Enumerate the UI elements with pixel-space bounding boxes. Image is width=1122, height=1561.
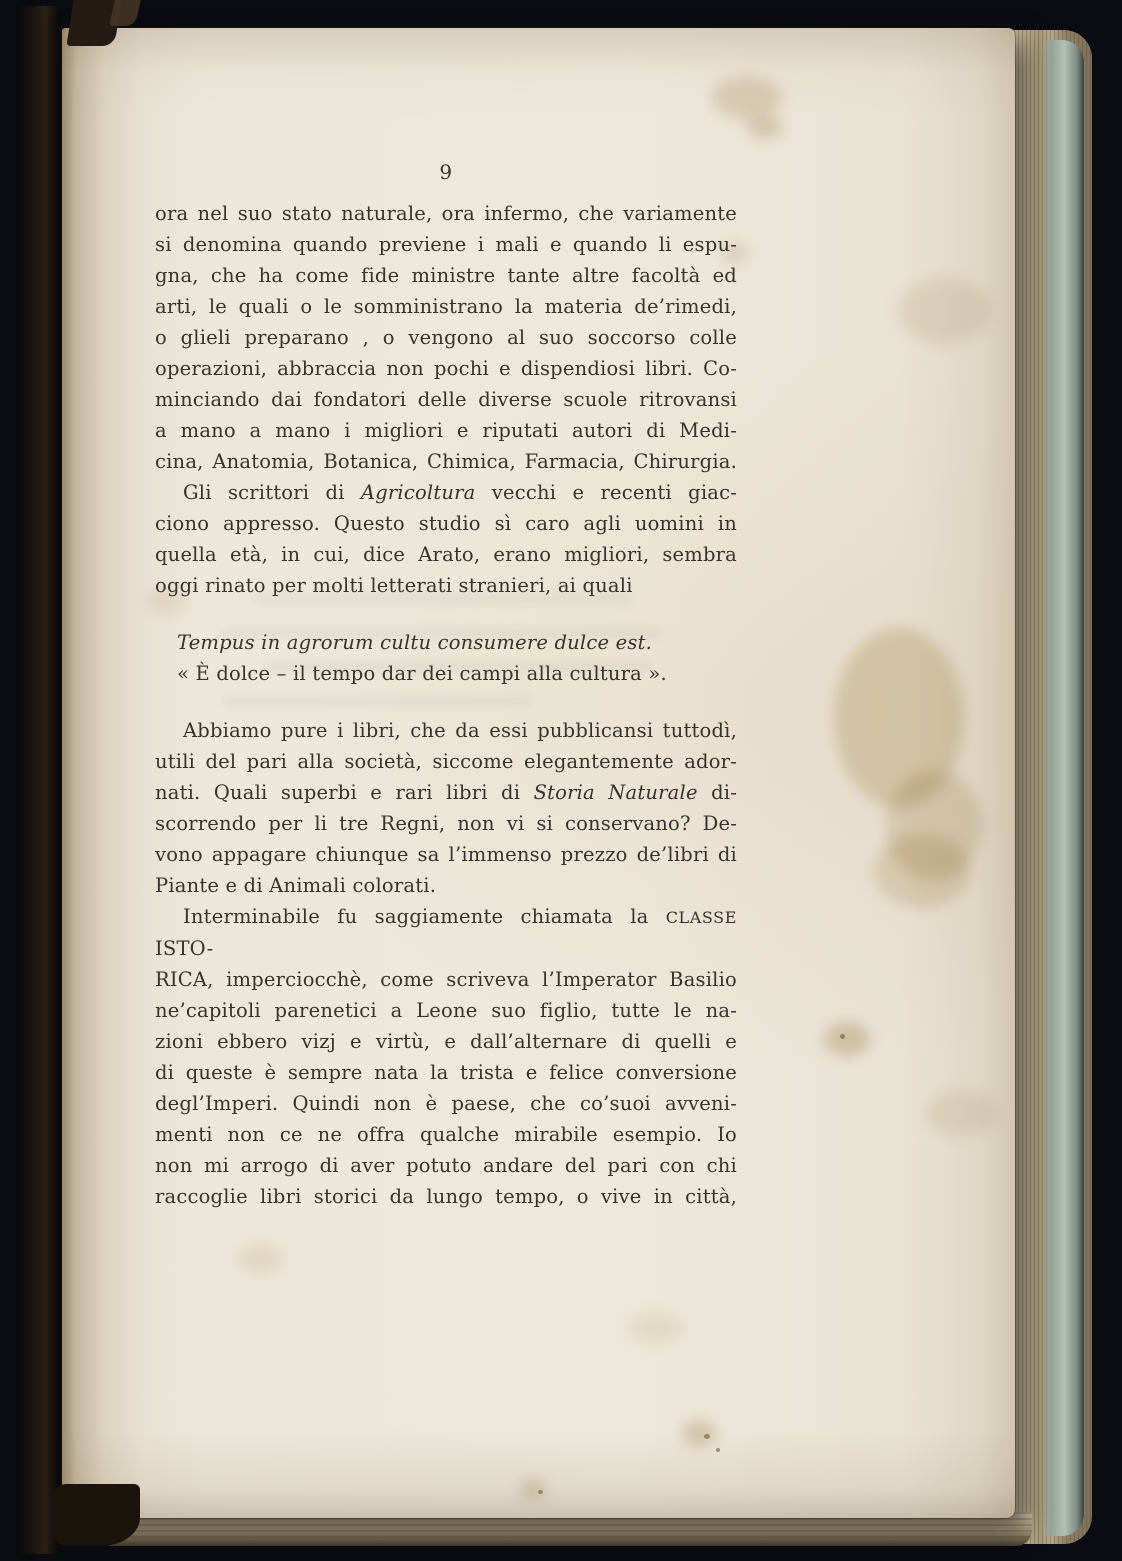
- book-spine: [16, 6, 58, 1554]
- smallcaps-text: CLASSE: [665, 908, 737, 927]
- text-line: raccoglie libri storici da lungo tempo, o vive in città,: [155, 1185, 737, 1208]
- ink-speck: [716, 1448, 720, 1452]
- text-segment: nati. Quali superbi e rari libri di: [155, 781, 534, 804]
- text-line: RICA, imperciocchè, come scriveva l’Imperator Basilio: [155, 968, 737, 991]
- paragraph: [155, 901, 737, 1212]
- text-line: oggi rinato per molti letterati stranieri, ai quali: [155, 574, 633, 597]
- binding-corner-top-small: [109, 0, 141, 26]
- spacer: [155, 601, 737, 627]
- text-line: scorrendo per li tre Regni, non vi si conservano? De-: [155, 812, 737, 835]
- text-line: o glieli preparano , o vengono al suo soccorso colle: [155, 326, 737, 349]
- book-page: [62, 28, 1015, 1518]
- foxing-stain: [628, 1312, 684, 1344]
- text-line: vono appagare chiunque sa l’immenso prezzo de’libri di: [155, 843, 737, 866]
- binding-corner-bottom: [54, 1484, 140, 1546]
- ink-speck: [840, 1034, 845, 1039]
- text-line: operazioni, abbraccia non pochi e dispendiosi libri. Co-: [155, 357, 737, 380]
- text-line: arti, le quali o le somministrano la materia de’rimedi,: [155, 295, 737, 318]
- page-number: 9: [439, 160, 453, 184]
- text-line: ciono appresso. Questo studio sì caro agli uomini in: [155, 512, 737, 535]
- text-line: [155, 777, 737, 808]
- paragraph: [155, 477, 737, 601]
- text-segment: di-: [697, 781, 737, 804]
- text-line: utili del pari alla società, siccome elegantemente ador-: [155, 750, 737, 773]
- text-line: gna, che ha come fide ministre tante altre facoltà ed: [155, 264, 737, 287]
- text-line: a mano a mano i migliori e riputati autori di Medi-: [155, 419, 737, 442]
- italic-text: Agricoltura: [360, 481, 476, 504]
- italic-text: Storia Naturale: [533, 781, 698, 804]
- foxing-stain: [520, 1480, 546, 1498]
- text-segment: vecchi e recenti giac-: [475, 481, 737, 504]
- foxing-stain: [238, 1244, 284, 1274]
- verse-translation-line: « È dolce – il tempo dar dei campi alla cultura ».: [177, 662, 667, 685]
- foxing-stain: [926, 1090, 996, 1136]
- text-line: Piante e di Animali colorati.: [155, 874, 437, 897]
- text-line: Abbiamo pure i libri, che da essi pubblicansi tuttodì,: [183, 719, 737, 742]
- foxing-stain: [722, 244, 748, 262]
- text-line: degl’Imperi. Quindi non è paese, che co’suoi avveni-: [155, 1092, 737, 1115]
- text-segment: Gli scrittori di: [183, 481, 361, 504]
- text-line: ora nel suo stato naturale, ora infermo, che variamente: [155, 202, 737, 225]
- spacer: [155, 689, 737, 715]
- text-segment: Interminabile fu saggiamente chiamata la: [183, 905, 666, 928]
- foxing-stain: [824, 1022, 870, 1056]
- paragraph: [155, 198, 737, 477]
- paragraph: [155, 715, 737, 901]
- text-line: cina, Anatomia, Botanica, Chimica, Farmacia, Chirurgia.: [155, 450, 737, 473]
- foxing-stain: [682, 1420, 716, 1446]
- text-line: menti non ce ne offra qualche mirabile esempio. Io: [155, 1123, 737, 1146]
- text-line: ne’capitoli parenetici a Leone suo figlio, tutte le na-: [155, 999, 737, 1022]
- text-line: zioni ebbero vizj e virtù, e dall’alternare di quelli e: [155, 1030, 737, 1053]
- text-line: minciando dai fondatori delle diverse scuole ritrovansi: [155, 388, 737, 411]
- book-edge-cloth: [1040, 40, 1084, 1536]
- text-line: di queste è sempre nata la trista e felice conversione: [155, 1061, 737, 1084]
- ink-speck: [704, 1434, 710, 1439]
- foxing-stain: [898, 278, 990, 344]
- page-text-column: [155, 160, 737, 1212]
- text-line: [155, 901, 737, 964]
- ink-speck: [538, 1490, 543, 1494]
- foxing-stain: [712, 76, 782, 120]
- text-line: si denomina quando previene i mali e quando li espu-: [155, 233, 737, 256]
- foxing-stain: [748, 116, 782, 138]
- text-segment: ISTO-: [155, 937, 214, 960]
- verse-quote: [177, 627, 737, 689]
- verse-latin-line: Tempus in agrorum cultu consumere dulce est.: [177, 631, 653, 654]
- text-line: non mi arrogo di aver potuto andare del pari con chi: [155, 1154, 737, 1177]
- foxing-stain: [146, 588, 186, 614]
- text-line: quella età, in cui, dice Arato, erano migliori, sembra: [155, 543, 737, 566]
- text-line: [155, 477, 737, 508]
- foxing-stain: [874, 834, 970, 908]
